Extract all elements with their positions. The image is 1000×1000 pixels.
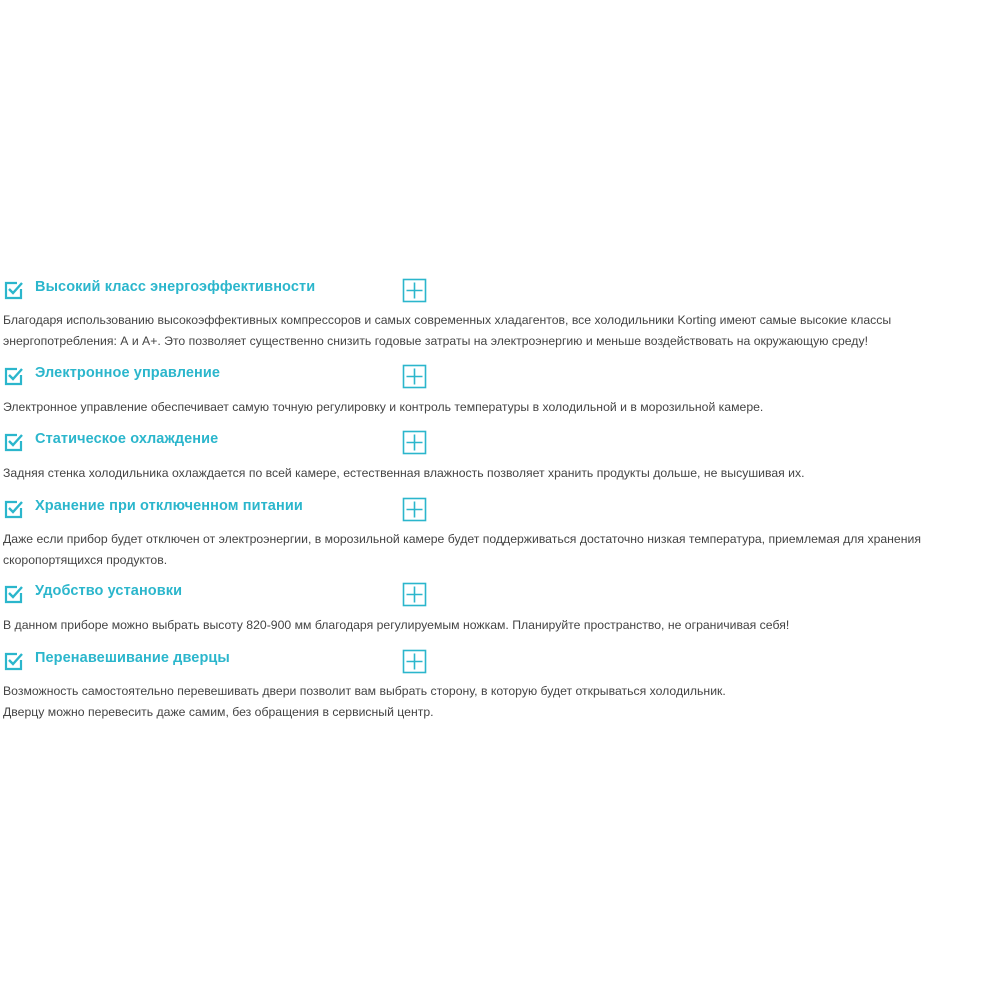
feature-description — [3, 681, 1000, 723]
feature-item — [0, 649, 1000, 719]
feature-header — [0, 278, 1000, 308]
description-line: Возможность самостоятельно перевешивать двери позволит вам выбрать сторону, в которую будет открываться холодильник. — [3, 684, 726, 698]
plus-square-icon — [402, 582, 427, 607]
expand-button[interactable] — [402, 278, 427, 303]
expand-button[interactable] — [402, 364, 427, 389]
feature-header — [0, 430, 1000, 460]
feature-title: Электронное управление — [35, 365, 221, 381]
feature-header — [0, 497, 1000, 527]
feature-item — [0, 497, 1000, 567]
check-square-icon — [2, 279, 24, 301]
feature-title: Перенавешивание дверцы — [35, 650, 230, 666]
check-square-icon — [2, 498, 24, 520]
plus-square-icon — [402, 649, 427, 674]
description-line: Благодаря использованию высокоэффективных компрессоров и самых современных хладагентов, все холодильники Korting имеют самые высокие классы — [3, 313, 892, 327]
expand-button[interactable] — [402, 649, 427, 674]
description-line: В данном приборе можно выбрать высоту 820-900 мм благодаря регулируемым ножкам. Планируйте пространство, не ограничивая себя! — [3, 618, 790, 632]
description-line: Даже если прибор будет отключен от электроэнергии, в морозильной камере будет поддерживаться достаточно низкая температура, приемлемая для хранения — [3, 532, 921, 546]
plus-square-icon — [402, 497, 427, 522]
description-line: Задняя стенка холодильника охлаждается по всей камере, естественная влажность позволяет хранить продукты дольше, не высушивая их. — [3, 466, 805, 480]
feature-title: Высокий класс энергоэффективности — [35, 279, 316, 295]
expand-button[interactable] — [402, 497, 427, 522]
description-line: Дверцу можно перевесить даже самим, без обращения в сервисный центр. — [3, 705, 434, 719]
feature-item — [0, 364, 1000, 414]
feature-header — [0, 582, 1000, 612]
description-line: Электронное управление обеспечивает самую точную регулировку и контроль температуры в холодильной и в морозильной камере. — [3, 400, 764, 414]
feature-description — [3, 529, 1000, 571]
feature-description — [3, 615, 1000, 636]
feature-header — [0, 364, 1000, 394]
plus-square-icon — [402, 278, 427, 303]
description-line: энергопотребления: А и А+. Это позволяет существенно снизить годовые затраты на электроэнергию и меньше воздействовать на окружающую среду! — [3, 334, 868, 348]
feature-title: Хранение при отключенном питании — [35, 498, 303, 514]
feature-item — [0, 582, 1000, 632]
feature-title: Статическое охлаждение — [35, 431, 219, 447]
check-square-icon — [2, 583, 24, 605]
feature-item — [0, 278, 1000, 348]
feature-item — [0, 430, 1000, 480]
description-line: скоропортящихся продуктов. — [3, 553, 168, 567]
feature-description — [3, 397, 1000, 418]
feature-header — [0, 649, 1000, 679]
feature-title: Удобство установки — [35, 583, 183, 599]
feature-description — [3, 463, 1000, 484]
plus-square-icon — [402, 364, 427, 389]
check-square-icon — [2, 365, 24, 387]
plus-square-icon — [402, 430, 427, 455]
expand-button[interactable] — [402, 430, 427, 455]
feature-description — [3, 310, 1000, 352]
check-square-icon — [2, 650, 24, 672]
expand-button[interactable] — [402, 582, 427, 607]
check-square-icon — [2, 431, 24, 453]
